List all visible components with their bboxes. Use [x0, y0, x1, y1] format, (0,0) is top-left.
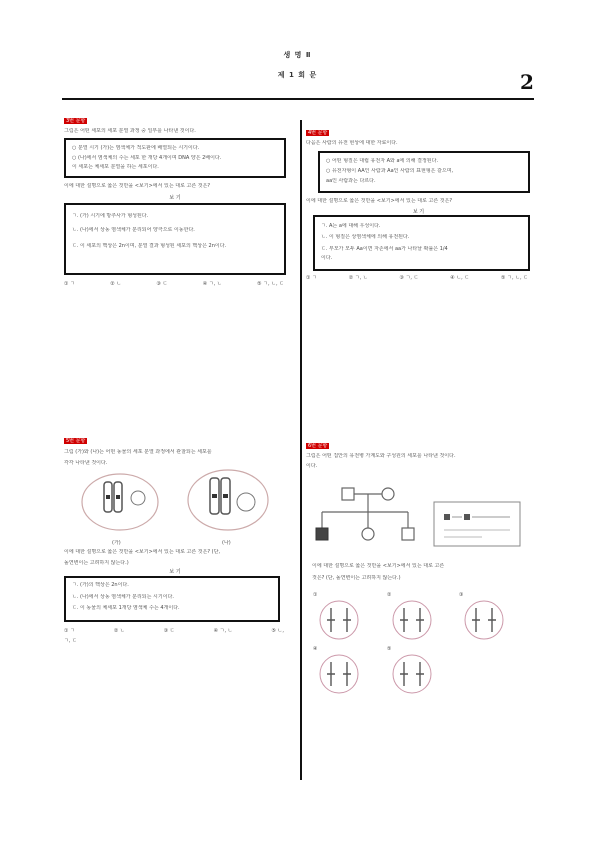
question-ask: 이에 대한 설명으로 옳은 것만을 <보기>에서 있는 대로 고른 것은? [64, 183, 211, 189]
exam-section: 제 1 회 문 [277, 71, 318, 79]
cell-division-figure [80, 470, 280, 550]
option-cell-1 [320, 601, 358, 639]
answer-choices [64, 628, 284, 634]
option-cell-3 [465, 601, 503, 639]
pedigree-chart [316, 488, 414, 540]
bogi-item: ㄱ. A는 a에 대해 우성이다. [321, 223, 381, 229]
bogi-item: ㄴ. 이 형질은 상염색체에 의해 유전된다. [321, 234, 410, 240]
bogi-item: 이다. [321, 255, 333, 261]
answer-choices [64, 281, 284, 287]
bogi-box [313, 215, 530, 271]
option-cell-4 [320, 655, 358, 693]
question-tag: 3번 문항 [66, 118, 86, 124]
data-box [64, 138, 286, 178]
data-line: ○ 분열 시기 (가)는 염색체가 적도판에 배열되는 시기이다. [72, 145, 200, 151]
choice-5-cont: ㄱ, ㄷ [64, 638, 77, 644]
page-number: 2 [520, 70, 534, 94]
choice-1[interactable]: ① ㄱ [64, 281, 75, 287]
bogi-box [64, 203, 286, 275]
question-ask: 이에 대한 설명으로 옳은 것만을 <보기>에서 있는 대로 고른 것은? [306, 198, 453, 204]
bogi-item: ㄷ. 부모가 모두 Aa이면 자손에서 aa가 나타날 확률은 1/4 [321, 246, 448, 252]
choice-2[interactable]: ② ㄴ [110, 281, 122, 287]
data-line: ○ 유전자형이 AA인 사람과 Aa인 사람의 표현형은 같으며, [326, 168, 454, 174]
question-ask: 것은? (단, 돌연변이는 고려하지 않는다.) [312, 575, 401, 581]
question-stem: 이다. [306, 463, 318, 469]
choice-4[interactable]: ④ ㄱ, ㄴ [213, 628, 233, 634]
option-label[interactable]: ① [313, 592, 318, 598]
option-label[interactable]: ④ [313, 646, 318, 652]
data-line: ○ (나)에서 염색체의 수는 세포 한 개당 4개이며 DNA 양은 2배이다. [72, 155, 222, 161]
choice-3[interactable]: ③ ㄷ [163, 628, 175, 634]
option-cells-figure [312, 600, 542, 700]
choice-3[interactable]: ③ ㄱ, ㄷ [399, 275, 419, 281]
column-divider [300, 120, 302, 780]
choice-3[interactable]: ③ ㄷ [156, 281, 168, 287]
choice-4[interactable]: ④ ㄴ, ㄷ [450, 275, 470, 281]
question-tag: 5번 문항 [66, 438, 86, 444]
cell-b [188, 470, 268, 530]
bogi-item: ㄴ. (나)에서 상동 염색체가 분리되는 시기이다. [72, 594, 174, 600]
data-line: 이 세포는 체세포 분열을 하는 세포이다. [72, 164, 159, 170]
option-label[interactable]: ② [387, 592, 392, 598]
question-ask: 이에 대한 설명으로 옳은 것만을 <보기>에서 있는 대로 고른 것은? (단, [64, 549, 221, 555]
option-label[interactable]: ③ [459, 592, 464, 598]
bogi-title: 보 기 [169, 195, 181, 201]
choice-4[interactable]: ④ ㄱ, ㄴ [202, 281, 222, 287]
bogi-title: 보 기 [169, 569, 181, 575]
data-line: ○ 어떤 형질은 대립 유전자 A와 a에 의해 결정된다. [326, 158, 439, 164]
question-stem: 그림은 어떤 세포의 세포 분열 과정 중 일부를 나타낸 것이다. [64, 128, 196, 134]
question-stem: 다음은 사람의 유전 현상에 대한 자료이다. [306, 140, 398, 146]
choice-1[interactable]: ① ㄱ [306, 275, 317, 281]
bogi-item: ㄱ. (가)의 핵상은 2n이다. [72, 582, 129, 588]
question-stem: 그림 (가)와 (나)는 어떤 동물의 세포 분열 과정에서 관찰되는 세포를 [64, 449, 212, 455]
option-cell-2 [393, 601, 431, 639]
choice-1[interactable]: ① ㄱ [64, 628, 75, 634]
choice-5[interactable]: ⑤ ㄱ, ㄴ, ㄷ [501, 275, 528, 281]
question-tag: 4번 문항 [308, 130, 328, 136]
question-tag: 6번 문항 [308, 443, 328, 449]
bogi-item: ㄴ. (나)에서 상동 염색체가 분리되어 양극으로 이동한다. [72, 227, 195, 233]
choice-5[interactable]: ⑤ ㄴ, [271, 628, 284, 634]
header-divider [62, 98, 534, 100]
question-ask: 이에 대한 설명으로 옳은 것만을 <보기>에서 있는 대로 고른 [312, 563, 445, 569]
question-stem: 각각 나타낸 것이다. [64, 460, 108, 466]
data-box [318, 151, 530, 193]
figure-label-a: (가) [112, 540, 121, 546]
figure-label-b: (나) [222, 540, 231, 546]
exam-subject: 생 명 Ⅱ [283, 51, 312, 59]
choice-2[interactable]: ② ㄴ [113, 628, 125, 634]
cell-a [82, 474, 158, 530]
answer-choices [306, 275, 528, 281]
choice-2[interactable]: ② ㄱ, ㄴ [348, 275, 368, 281]
option-cell-5 [393, 655, 431, 693]
bogi-title: 보 기 [412, 209, 425, 215]
bogi-box [64, 576, 280, 622]
question-stem: 그림은 어떤 집안의 유전병 가계도와 구성원의 세포를 나타낸 것이다. [306, 453, 456, 459]
choice-5[interactable]: ⑤ ㄱ, ㄴ, ㄷ [257, 281, 284, 287]
question-ask: 돌연변이는 고려하지 않는다.) [64, 560, 129, 566]
cell-panel [434, 502, 520, 546]
data-line: aa인 사람과는 다르다. [326, 178, 376, 184]
pedigree-figure [312, 482, 527, 554]
bogi-item: ㄷ. 이 세포의 핵상은 2n이며, 분열 결과 형성된 세포의 핵상은 2n이다. [72, 243, 227, 249]
bogi-item: ㄷ. 이 동물의 체세포 1개당 염색체 수는 4개이다. [72, 605, 180, 611]
option-label[interactable]: ⑤ [387, 646, 392, 652]
bogi-item: ㄱ. (가) 시기에 방추사가 형성된다. [72, 213, 149, 219]
